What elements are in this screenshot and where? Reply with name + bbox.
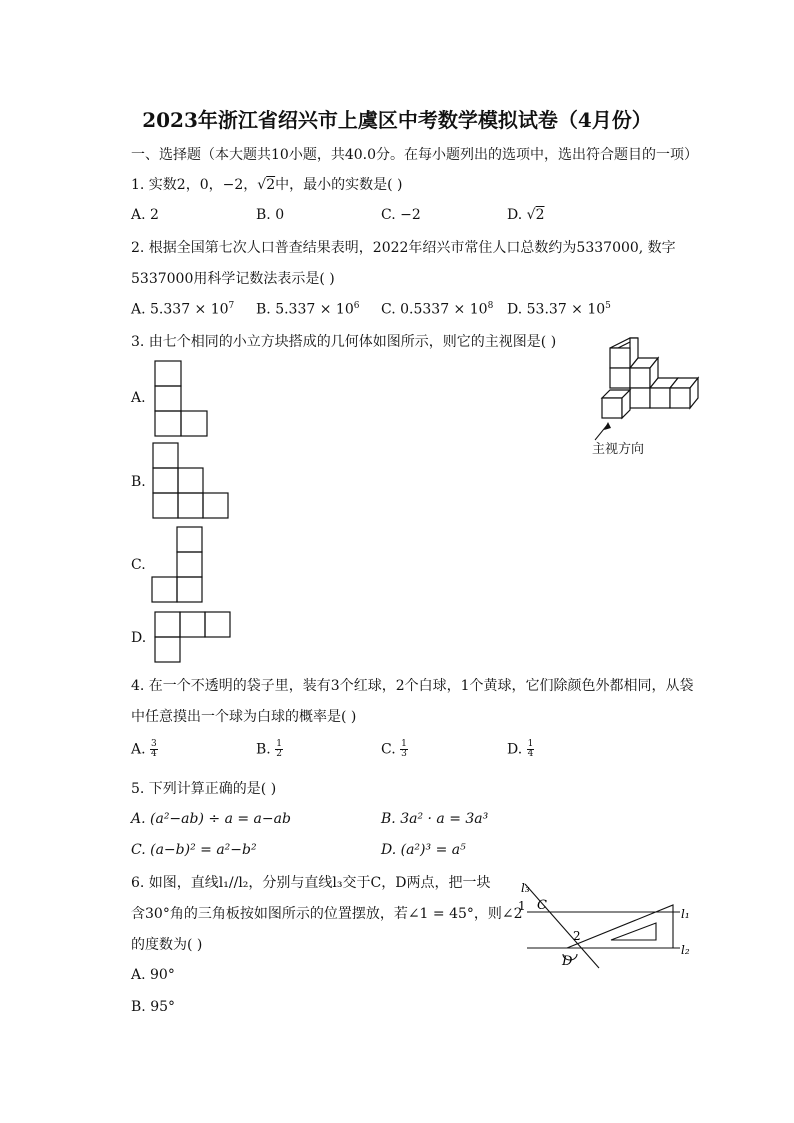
fig-label-c: C bbox=[537, 898, 547, 913]
q4-option-d-fraction bbox=[527, 740, 535, 759]
q4-option-b bbox=[256, 740, 283, 759]
q4-option-a-num: 3 bbox=[151, 739, 157, 749]
q5-option-c: C. (a−b)² = a²−b² bbox=[131, 842, 257, 858]
question-6-line2: 含30°角的三角板按如图所示的位置摆放，若∠1 = 45°，则∠2 bbox=[131, 906, 523, 922]
q3-option-c-grid bbox=[150, 527, 206, 603]
q1-option-b: B. 0 bbox=[256, 207, 285, 223]
q4-option-b-label: B. bbox=[256, 741, 271, 758]
question-6-line3: 的度数为( ) bbox=[131, 937, 203, 953]
q3-option-a-grid bbox=[155, 361, 211, 437]
q4-option-c-fraction bbox=[400, 740, 408, 759]
q3-option-d-grid bbox=[155, 612, 235, 664]
fig-label-d: D bbox=[562, 954, 573, 969]
q4-option-a-label: A. bbox=[131, 741, 146, 758]
question-5-stem: 5. 下列计算正确的是( ) bbox=[131, 781, 277, 797]
q3-option-d-label: D. bbox=[131, 630, 147, 646]
fig-label-l3: l₃ bbox=[521, 881, 530, 895]
q4-option-a-den: 4 bbox=[151, 749, 157, 759]
q4-option-c-label: C. bbox=[381, 741, 396, 758]
q1-sqrt: √2 bbox=[257, 177, 276, 193]
q6-option-b: B. 95° bbox=[131, 999, 176, 1015]
q1-option-d-sqrt-arg: 2 bbox=[535, 207, 545, 223]
q3-option-b-label: B. bbox=[131, 474, 146, 490]
fig-label-l1: l₁ bbox=[681, 907, 690, 921]
q1-option-c: C. −2 bbox=[381, 207, 421, 223]
q5-option-a: A. (a²−ab) ÷ a = a−ab bbox=[131, 811, 291, 827]
q2-option-d-base: 53.37 × 10 bbox=[526, 301, 606, 318]
section-heading: 一、选择题（本大题共10小题，共40.0分。在每小题列出的选项中，选出符合题目的一项） bbox=[131, 147, 698, 163]
q1-stem-b: 中，最小的实数是( ) bbox=[275, 177, 403, 193]
view-direction-label: 主视方向 bbox=[592, 442, 645, 457]
question-1-stem bbox=[131, 176, 402, 194]
q5-option-b: B. 3a² · a = 3a³ bbox=[381, 811, 489, 827]
q2-option-b-exp: 6 bbox=[353, 301, 360, 311]
q2-option-a-base: 5.337 × 10 bbox=[150, 301, 229, 318]
question-3-stem: 3. 由七个相同的小立方块搭成的几何体如图所示，则它的主视图是( ) bbox=[131, 334, 557, 350]
page-title: 2023年浙江省绍兴市上虞区中考数学模拟试卷（4月份） bbox=[142, 108, 652, 132]
q6-option-a: A. 90° bbox=[131, 967, 175, 983]
q1-option-d: D. √2 bbox=[507, 207, 545, 223]
q1-option-d-label: D. bbox=[507, 207, 527, 223]
fig-label-angle-2: 2 bbox=[573, 929, 581, 943]
fig-label-l2: l₂ bbox=[681, 943, 690, 957]
q4-option-c-den: 3 bbox=[401, 749, 407, 759]
fig-label-angle-1: 1 bbox=[518, 899, 526, 913]
q1-option-a: A. 2 bbox=[131, 207, 159, 223]
q2-option-b-base: 5.337 × 10 bbox=[275, 301, 354, 318]
q4-option-c-num: 1 bbox=[401, 739, 407, 749]
q4-option-d-label: D. bbox=[507, 741, 523, 758]
q4-option-d-num: 1 bbox=[527, 739, 534, 749]
q2-option-c-exp: 8 bbox=[487, 301, 494, 311]
q4-option-a bbox=[131, 740, 158, 759]
q2-option-c-label: C. bbox=[381, 301, 396, 318]
question-6-line1: 6. 如图，直线l₁//l₂，分别与直线l₃交于C，D两点，把一块 bbox=[131, 875, 491, 891]
q4-option-a-fraction bbox=[150, 740, 158, 759]
question-4-line1: 4. 在一个不透明的袋子里，装有3个红球，2个白球，1个黄球，它们除颜色外都相同，从袋 bbox=[131, 678, 694, 694]
q2-option-a-exp: 7 bbox=[228, 301, 235, 311]
q2-option-d-exp: 5 bbox=[605, 301, 611, 311]
question-4-line2: 中任意摸出一个球为白球的概率是( ) bbox=[131, 709, 357, 725]
question-2-line2: 5337000用科学记数法表示是( ) bbox=[131, 271, 335, 287]
q1-stem-a: 1. 实数2，0，−2， bbox=[131, 177, 258, 193]
q2-option-b bbox=[256, 301, 359, 318]
q3-option-a-label: A. bbox=[131, 390, 146, 406]
q3-option-c-label: C. bbox=[131, 557, 146, 573]
q2-option-c bbox=[381, 301, 493, 318]
q5-option-d: D. (a²)³ = a⁵ bbox=[381, 842, 466, 858]
q4-option-d-den: 4 bbox=[527, 749, 534, 759]
q4-option-b-num: 1 bbox=[276, 739, 282, 749]
q2-option-c-base: 0.5337 × 10 bbox=[400, 301, 488, 318]
q4-option-b-den: 2 bbox=[276, 749, 282, 759]
q4-option-d bbox=[507, 740, 534, 759]
q2-option-a-label: A. bbox=[131, 301, 146, 318]
geometry-figure bbox=[515, 872, 700, 972]
q2-option-d bbox=[507, 301, 611, 318]
question-2-line1: 2. 根据全国第七次人口普查结果表明，2022年绍兴市常住人口总数约为5337000, 数字 bbox=[131, 240, 676, 256]
q4-option-b-fraction bbox=[275, 740, 283, 759]
q2-option-a bbox=[131, 301, 234, 318]
q3-option-b-grid bbox=[153, 443, 233, 519]
q4-option-c bbox=[381, 740, 408, 759]
q2-option-d-label: D. bbox=[507, 301, 523, 318]
q2-option-b-label: B. bbox=[256, 301, 271, 318]
q1-sqrt-arg: 2 bbox=[266, 177, 276, 193]
